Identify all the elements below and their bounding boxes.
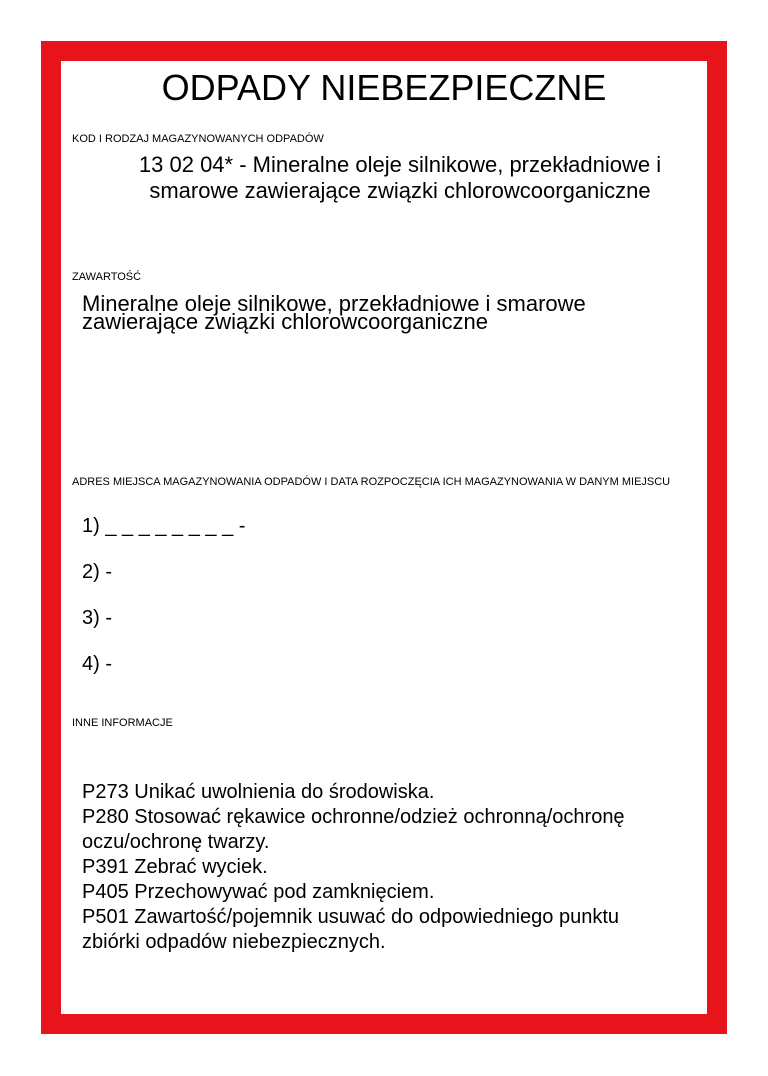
precaution-line-7: zbiórki odpadów niebezpiecznych. [82, 931, 386, 953]
content-line-1: Mineralne oleje silnikowe, przekładniowe i smarowe [82, 291, 586, 316]
address-entry-3: 3) - [82, 607, 112, 629]
address-entry-4: 4) - [82, 653, 112, 675]
precaution-line-5: P405 Przechowywać pod zamknięciem. [82, 881, 435, 903]
content-line-2: zawierające związki chlorowcoorganiczne [82, 309, 488, 334]
waste-code-line-1: 13 02 04* - Mineralne oleje silnikowe, przekładniowe i [138, 152, 662, 177]
other-info-label: INNE INFORMACJE [72, 717, 173, 729]
content-label: ZAWARTOŚĆ [72, 271, 142, 283]
waste-code-label: KOD I RODZAJ MAGAZYNOWANYCH ODPADÓW [72, 133, 324, 145]
waste-code-line-2: smarowe zawierające związki chlorowcoorganiczne [149, 178, 651, 203]
precaution-line-4: P391 Zebrać wyciek. [82, 856, 268, 878]
label-title: ODPADY NIEBEZPIECZNE [161, 67, 607, 108]
address-label: ADRES MIEJSCA MAGAZYNOWANIA ODPADÓW I DATA ROZPOCZĘCIA ICH MAGAZYNOWANIA W DANYM MIEJSCU [72, 476, 671, 488]
precaution-line-6: P501 Zawartość/pojemnik usuwać do odpowiedniego punktu [82, 906, 620, 928]
address-entry-1: 1) _ _ _ _ _ _ _ _ - [82, 515, 246, 537]
precaution-line-2: P280 Stosować rękawice ochronne/odzież ochronną/ochronę [82, 806, 625, 828]
address-entry-2: 2) - [82, 561, 112, 583]
precaution-line-1: P273 Unikać uwolnienia do środowiska. [82, 781, 435, 803]
precaution-line-3: oczu/ochronę twarzy. [82, 831, 270, 853]
